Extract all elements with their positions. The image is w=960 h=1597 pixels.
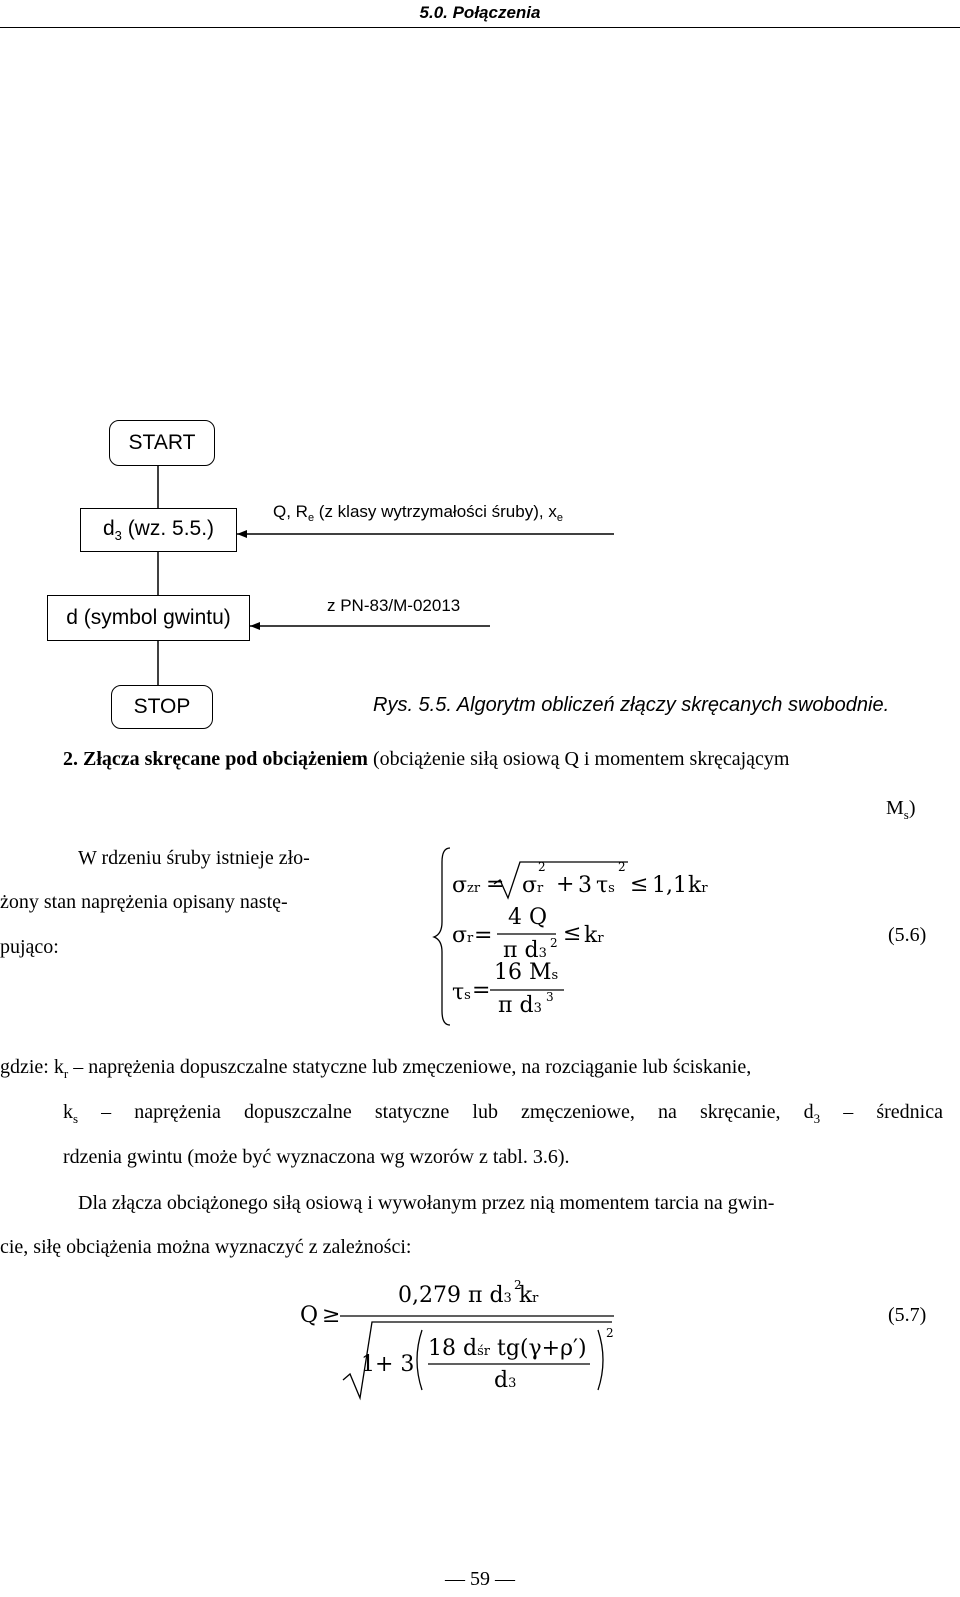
plus-sign: + bbox=[556, 872, 575, 897]
section-heading: 2. Złącza skręcane pod obciążeniem (obciążenie siłą osiową Q i momentem skręcającym bbox=[63, 748, 790, 770]
gdzie-line-3: rdzenia gwintu (może być wyznaczona wg wzorów z tabl. 3.6). bbox=[63, 1146, 570, 1168]
eq57-q: Q bbox=[300, 1303, 319, 1328]
inner-numerator: 18 dśr tg(γ+ρ′) bbox=[428, 1336, 587, 1361]
step-d3-label: $d_3$ (wz. 5.5.) bbox=[102, 517, 215, 543]
page-header: 5.0. Połączenia bbox=[419, 3, 541, 22]
eq57-sup-2-num: 2 bbox=[514, 1278, 522, 1292]
sigma-zr-symbol: σzr bbox=[452, 873, 481, 898]
sup-2-a: 2 bbox=[538, 860, 546, 874]
step-thread-symbol-label: d (symbol gwintu) bbox=[66, 606, 231, 629]
sup-2-c: 2 bbox=[550, 936, 558, 950]
inner-denominator-d3: d3 bbox=[494, 1368, 517, 1393]
ms-continuation: $M_s$) bbox=[886, 797, 916, 822]
eq56-equals-2: = bbox=[474, 923, 493, 948]
eq57-numerator: 0,279 π d3 kr bbox=[398, 1283, 539, 1308]
coef-1-1: 1,1 bbox=[652, 873, 687, 898]
intro-line-1: W rdzeniu śruby istnieje zło- bbox=[78, 847, 310, 869]
sup-2-b: 2 bbox=[618, 860, 626, 874]
le-sign-1: ≤ bbox=[630, 872, 649, 897]
figure-caption: Rys. 5.5. Algorytm obliczeń złączy skręcanych swobodnie. bbox=[373, 694, 890, 716]
start-label: START bbox=[128, 431, 196, 454]
sigma-r-symbol: σr bbox=[452, 923, 474, 948]
input-pn-norm: z PN-83/M-02013 bbox=[327, 596, 461, 615]
tau-s-symbol: τs bbox=[452, 980, 471, 1005]
sigma-r-under-root: σr bbox=[522, 873, 544, 898]
para-line-2: cie, siłę obciążenia można wyznaczyć z zależności: bbox=[0, 1236, 412, 1258]
eq57-sup-2-den: 2 bbox=[606, 1326, 614, 1340]
denominator-pi-d3-sq: π d3 bbox=[503, 938, 547, 963]
eq56-equals-1: = bbox=[486, 872, 505, 897]
sup-3: 3 bbox=[546, 990, 554, 1004]
tau-s-under-root: τs bbox=[596, 873, 615, 898]
eq56-equals-3: = bbox=[472, 978, 491, 1003]
input-q-re-xe: Q, $R_e$ (z klasy wytrzymałości śruby), $x_e$ bbox=[273, 502, 563, 524]
le-sign-2: ≤ bbox=[563, 921, 582, 946]
gdzie-line-2: $k_s$ – naprężenia dopuszczalne statyczne lub zmęczeniowe, na skręcanie, $d_3$ – średnica bbox=[63, 1101, 943, 1126]
para-line-1: Dla złącza obciążonego siłą osiową i wywołanym przez nią momentem tarcia na gwin- bbox=[78, 1192, 775, 1214]
three-coef: 3 bbox=[578, 873, 592, 898]
intro-line-3: pująco: bbox=[0, 936, 59, 958]
numerator-4q: 4 Q bbox=[508, 905, 548, 930]
gdzie-line-1: gdzie: $k_r$ – naprężenia dopuszczalne statyczne lub zmęczeniowe, na rozciąganie lub ściskanie, bbox=[0, 1056, 752, 1081]
one-plus-three: 1+ 3 bbox=[361, 1352, 415, 1377]
numerator-16ms: 16 Ms bbox=[494, 960, 559, 985]
k-r-2: kr bbox=[584, 923, 604, 948]
eq56-number: (5.6) bbox=[888, 924, 927, 946]
k-r-1: kr bbox=[688, 873, 708, 898]
denominator-pi-d3-cube: π d3 bbox=[498, 993, 542, 1018]
eq57-number: (5.7) bbox=[888, 1304, 927, 1326]
ge-sign: ≥ bbox=[322, 1303, 341, 1328]
intro-line-2: żony stan naprężenia opisany nastę- bbox=[0, 891, 288, 913]
stop-label: STOP bbox=[133, 695, 191, 718]
page-number: — 59 — bbox=[445, 1568, 515, 1590]
